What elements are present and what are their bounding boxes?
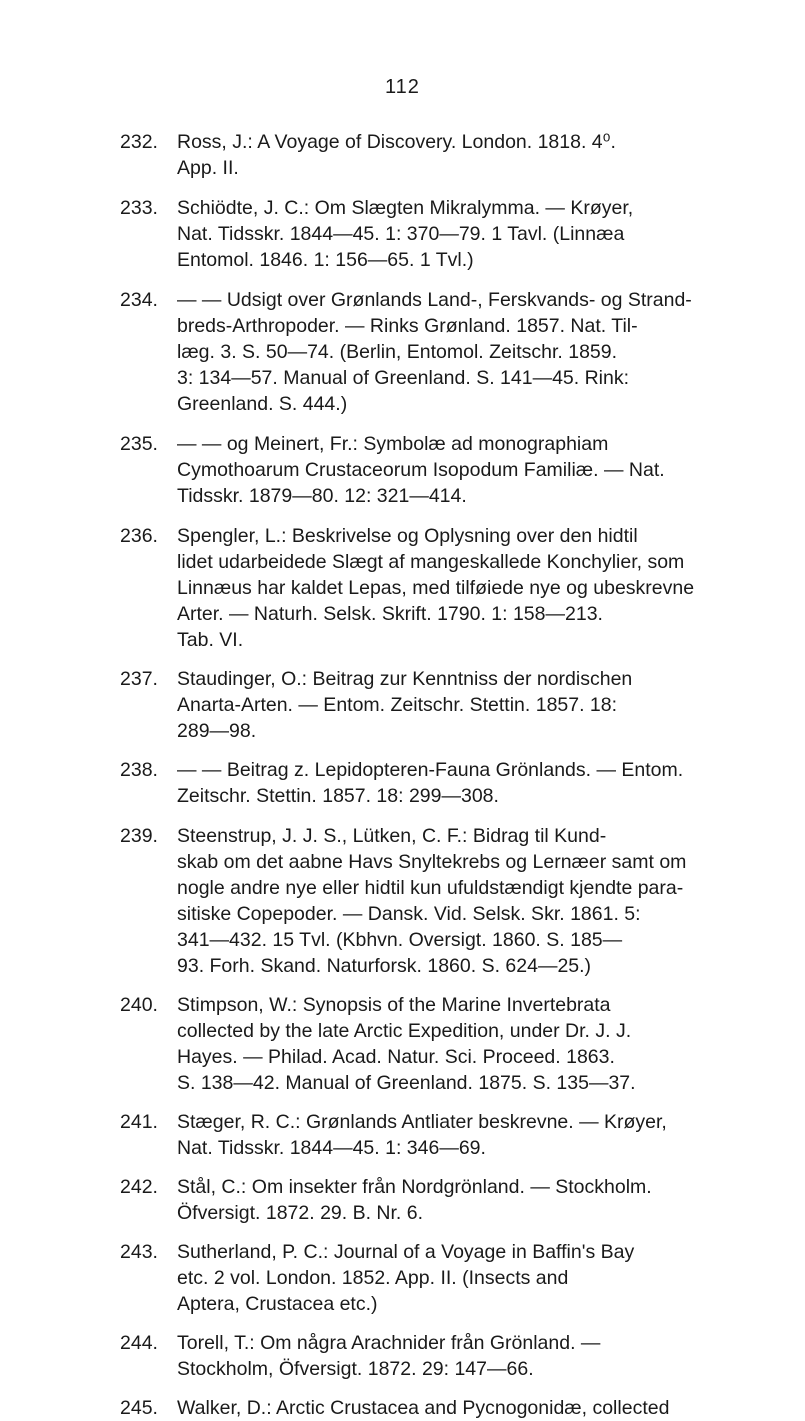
entry-number: 245. (120, 1397, 158, 1419)
bibliography-entry (0, 1174, 752, 1226)
entry-number: 241. (120, 1111, 158, 1133)
entry-text-line: 3: 134—57. Manual of Greenland. S. 141—45. Rink: (177, 367, 630, 389)
entry-text-line: Aptera, Crustacea etc.) (177, 1293, 378, 1315)
entry-text-line: Tab. VI. (177, 629, 244, 651)
entry-number: 243. (120, 1241, 158, 1263)
entry-text-line: Nat. Tidsskr. 1844—45. 1: 370—79. 1 Tavl. (Linnæa (177, 223, 625, 245)
entry-text-line: Cymothoarum Crustaceorum Isopodum Familiæ. — Nat. (177, 459, 665, 481)
bibliography-entry (0, 523, 752, 653)
entry-number: 236. (120, 525, 158, 547)
entry-text-line: Tidsskr. 1879—80. 12: 321—414. (177, 485, 467, 507)
entry-text-line: Entomol. 1846. 1: 156—65. 1 Tvl.) (177, 249, 474, 271)
entry-text-line: nogle andre nye eller hidtil kun ufuldstændigt kjendte para- (177, 877, 684, 899)
entry-text-line: Stimpson, W.: Synopsis of the Marine Invertebrata (177, 994, 611, 1016)
entry-text-line: læg. 3. S. 50—74. (Berlin, Entomol. Zeitschr. 1859. (177, 341, 618, 363)
bibliography-entry (0, 1109, 752, 1161)
entry-text-line: Schiödte, J. C.: Om Slægten Mikralymma. — Krøyer, (177, 197, 634, 219)
entry-text-line: Nat. Tidsskr. 1844—45. 1: 346—69. (177, 1137, 486, 1159)
entry-text-line: 289—98. (177, 720, 257, 742)
entry-text-line: Ross, J.: A Voyage of Discovery. London. 1818. 4⁰. (177, 131, 616, 153)
entry-text-line: — — og Meinert, Fr.: Symbolæ ad monographiam (177, 433, 609, 455)
entry-number: 242. (120, 1176, 158, 1198)
entry-text-line: skab om det aabne Havs Snyltekrebs og Lernæer samt om (177, 851, 687, 873)
entry-text-line: Linnæus har kaldet Lepas, med tilføiede nye og ubeskrevne (177, 577, 695, 599)
entry-number: 233. (120, 197, 158, 219)
bibliography-entry (0, 195, 752, 273)
entry-text-line: Stål, C.: Om insekter från Nordgrönland. — Stockholm. (177, 1176, 652, 1198)
entry-number: 244. (120, 1332, 158, 1354)
entry-text-line: Arter. — Naturh. Selsk. Skrift. 1790. 1: 158—213. (177, 603, 603, 625)
entry-text-line: etc. 2 vol. London. 1852. App. II. (Insects and (177, 1267, 569, 1289)
entry-text-line: breds-Arthropoder. — Rinks Grønland. 1857. Nat. Til- (177, 315, 638, 337)
entry-number: 240. (120, 994, 158, 1016)
entry-text-line: sitiske Copepoder. — Dansk. Vid. Selsk. Skr. 1861. 5: (177, 903, 641, 925)
entry-text-line: S. 138—42. Manual of Greenland. 1875. S. 135—37. (177, 1072, 636, 1094)
bibliography-list (0, 116, 805, 1421)
entry-number: 238. (120, 759, 158, 781)
entry-text-line: Spengler, L.: Beskrivelse og Oplysning over den hidtil (177, 525, 638, 547)
entry-text-line: Torell, T.: Om några Arachnider från Grönland. — (177, 1332, 601, 1354)
entry-number: 239. (120, 825, 158, 847)
entry-number: 234. (120, 289, 158, 311)
bibliography-entry (0, 992, 752, 1096)
bibliography-entry (0, 757, 752, 809)
entry-text-line: Öfversigt. 1872. 29. B. Nr. 6. (177, 1202, 424, 1224)
entry-text-line: Stockholm, Öfversigt. 1872. 29: 147—66. (177, 1358, 534, 1380)
entry-text-line: Greenland. S. 444.) (177, 393, 348, 415)
bibliography-entry (0, 287, 752, 417)
page-number: 112 (385, 76, 420, 98)
entry-number: 235. (120, 433, 158, 455)
entry-text-line: Anarta-Arten. — Entom. Zeitschr. Stettin. 1857. 18: (177, 694, 618, 716)
bibliography-entry (0, 1239, 752, 1317)
entry-text-line: 93. Forh. Skand. Naturforsk. 1860. S. 624—25.) (177, 955, 592, 977)
bibliography-entry (0, 823, 752, 979)
entry-text-line: Staudinger, O.: Beitrag zur Kenntniss der nordischen (177, 668, 633, 690)
entry-text-line: lidet udarbeidede Slægt af mangeskallede Konchylier, som (177, 551, 685, 573)
entry-text-line: App. II. (177, 157, 239, 179)
entry-text-line: Zeitschr. Stettin. 1857. 18: 299—308. (177, 785, 499, 807)
entry-text-line: Steenstrup, J. J. S., Lütken, C. F.: Bidrag til Kund- (177, 825, 607, 847)
entry-text-line: — — Beitrag z. Lepidopteren-Fauna Grönlands. — Entom. (177, 759, 684, 781)
entry-text-line: Walker, D.: Arctic Crustacea and Pycnogonidæ, collected (177, 1397, 670, 1419)
entry-text-line: Stæger, R. C.: Grønlands Antliater beskrevne. — Krøyer, (177, 1111, 667, 1133)
entry-text-line: Hayes. — Philad. Acad. Natur. Sci. Proceed. 1863. (177, 1046, 615, 1068)
bibliography-entry (0, 666, 752, 744)
bibliography-entry (0, 129, 752, 181)
bibliography-entry (0, 431, 752, 509)
entry-text-line: Sutherland, P. C.: Journal of a Voyage in Baffin's Bay (177, 1241, 635, 1263)
entry-number: 237. (120, 668, 158, 690)
entry-text-line: 341—432. 15 Tvl. (Kbhvn. Oversigt. 1860. S. 185— (177, 929, 623, 951)
entry-text-line: — — Udsigt over Grønlands Land-, Ferskvands- og Strand- (177, 289, 692, 311)
bibliography-entry (0, 1330, 752, 1382)
bibliography-entry (0, 1395, 752, 1421)
entry-number: 232. (120, 131, 158, 153)
entry-text-line: collected by the late Arctic Expedition, under Dr. J. J. (177, 1020, 632, 1042)
